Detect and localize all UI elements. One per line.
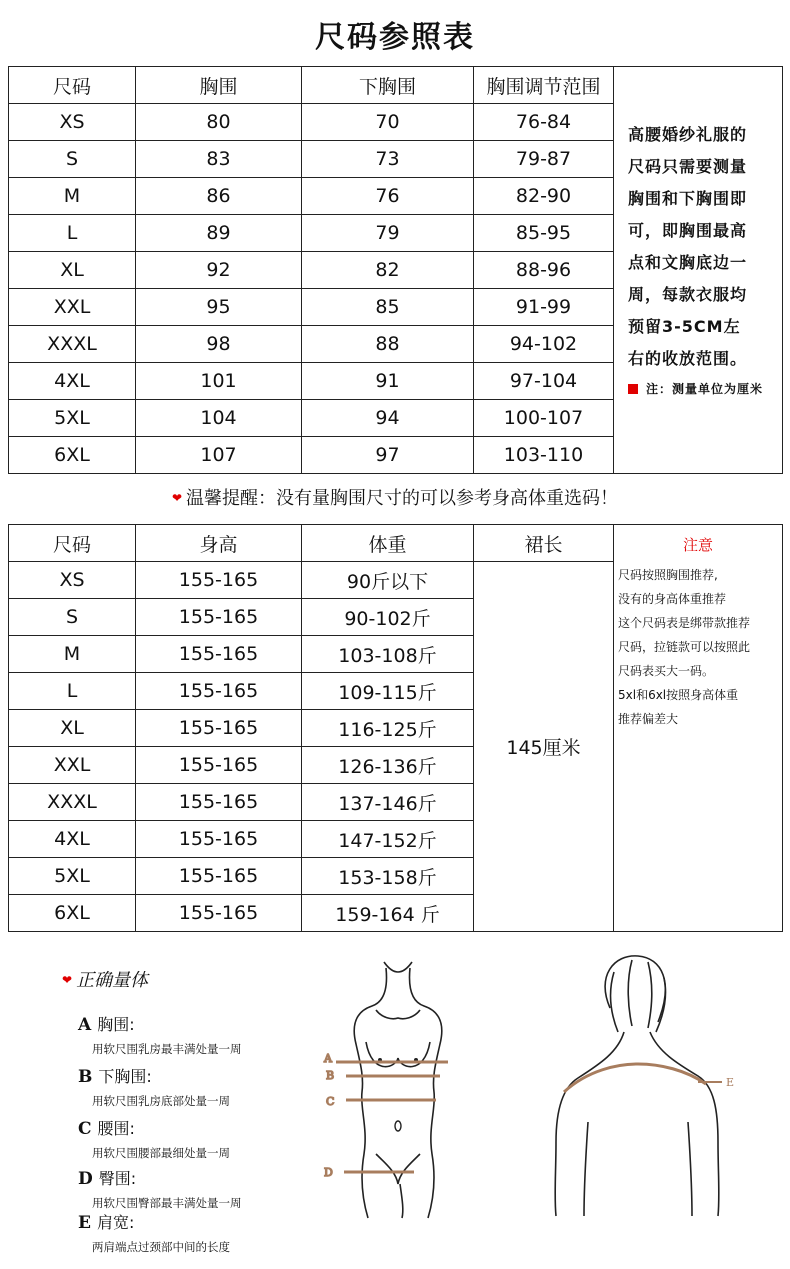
table-cell: 88-96 [474,252,614,289]
header-bust: 胸围 [136,67,302,104]
red-square-icon [628,384,638,394]
table-cell: 70 [302,104,474,141]
page-title: 尺码参照表 [315,20,475,55]
label-c: C [326,1095,335,1108]
attention-heading: 注意 [682,536,713,554]
table-cell: XXXL [9,784,136,821]
table-cell: 98 [136,326,302,363]
front-body-figure [316,958,476,1220]
measure-guide-title: ❤ 正确量体 [62,970,149,991]
table-cell: 97 [302,437,474,474]
table-cell: 5XL [9,400,136,437]
heart-icon: ❤ [62,973,73,987]
table-cell: 73 [302,141,474,178]
header-underbust: 下胸围 [302,67,474,104]
measure-item-hip: D 臀围: 用软尺围臀部最丰满处量一周 [78,1169,242,1210]
table-cell: 91-99 [474,289,614,326]
header-bust-range: 胸围调节范围 [474,67,614,104]
header-size: 尺码 [9,525,136,562]
table-cell: M [9,636,136,673]
back-body-figure [548,952,748,1218]
table-cell: 109-115斤 [302,673,474,710]
table-cell: 92 [136,252,302,289]
table-cell: XXL [9,747,136,784]
table-header-row [9,67,783,104]
measure-item-waist: C 腰围: 用软尺围腰部最细处量一周 [78,1119,230,1160]
header-height: 身高 [136,525,302,562]
table-cell: 159-164 斤 [302,895,474,932]
table-cell: 97-104 [474,363,614,400]
table-cell: 155-165 [136,673,302,710]
table-cell: 88 [302,326,474,363]
unit-note: 注：测量单位为厘米 [628,381,772,397]
table-cell: 83 [136,141,302,178]
label-b: B [326,1069,335,1082]
table-cell: 5XL [9,858,136,895]
table-cell: XXL [9,289,136,326]
reminder-tip: ❤ 温馨提醒：没有量胸围尺寸的可以参考身高体重选码！ [171,488,619,509]
table-cell: XS [9,104,136,141]
table-header-row [9,525,783,562]
table-cell: XL [9,252,136,289]
table-cell: 103-108斤 [302,636,474,673]
table-cell: XXXL [9,326,136,363]
table-cell: 155-165 [136,821,302,858]
table-cell: 82 [302,252,474,289]
measure-item-bust: A 胸围: 用软尺围乳房最丰满处量一周 [78,1015,242,1056]
table-cell: 79 [302,215,474,252]
table-cell: 95 [136,289,302,326]
navel [395,1121,401,1131]
table-cell: M [9,178,136,215]
table-cell: 155-165 [136,636,302,673]
table-cell: 79-87 [474,141,614,178]
table-cell: 155-165 [136,784,302,821]
table-cell: 147-152斤 [302,821,474,858]
table-cell: 90斤以下 [302,562,474,599]
table-cell: 85-95 [474,215,614,252]
table-cell: 137-146斤 [302,784,474,821]
table-cell: 155-165 [136,562,302,599]
table-cell: 90-102斤 [302,599,474,636]
header-weight: 体重 [302,525,474,562]
table-cell: 76-84 [474,104,614,141]
table-cell: 6XL [9,437,136,474]
table-cell: XS [9,562,136,599]
label-a: A [324,1052,332,1065]
table-cell: S [9,141,136,178]
table-cell: 155-165 [136,747,302,784]
table-cell: 104 [136,400,302,437]
table-cell: L [9,215,136,252]
table-cell: 80 [136,104,302,141]
table-cell: 103-110 [474,437,614,474]
table-cell: 94-102 [474,326,614,363]
size-chart-height-weight [8,524,783,932]
table-cell: 86 [136,178,302,215]
table-cell: 6XL [9,895,136,932]
header-skirt-length: 裙长 [474,525,614,562]
table-cell: 91 [302,363,474,400]
label-e: E [726,1076,735,1089]
sizing-notes: 高腰婚纱礼服的 尺码只需要测量 胸围和下胸围即 可，即胸围最高 点和文胸底边一 周，每款衣服均 预留3-5CM左 右的收放范围。 注：测量单位为厘米 [614,67,783,474]
table-cell: 155-165 [136,858,302,895]
measure-item-underbust: B 下胸围: 用软尺围乳房底部处量一周 [78,1067,230,1108]
table-cell: 82-90 [474,178,614,215]
table-cell: 4XL [9,363,136,400]
table-cell: 76 [302,178,474,215]
skirt-length-value: 145厘米 [474,562,614,932]
table-cell: 116-125斤 [302,710,474,747]
table-cell: 4XL [9,821,136,858]
label-d: D [324,1166,333,1179]
header-size: 尺码 [9,67,136,104]
measure-item-shoulder: E 肩宽: 两肩端点过颈部中间的长度 [78,1213,230,1254]
heart-icon: ❤ [171,491,183,505]
attention-notes: 注意 尺码按照胸围推荐, 没有的身高体重推荐 这个尺码表是绑带款推荐 尺码，拉链款可以按照此 尺码表买大一码。 5xl和6xl按照身高体重 推荐偏差大 [614,525,783,932]
table-cell: 85 [302,289,474,326]
table-cell: 155-165 [136,710,302,747]
table-cell: 101 [136,363,302,400]
table-cell: S [9,599,136,636]
table-cell: 153-158斤 [302,858,474,895]
table-cell: 155-165 [136,599,302,636]
size-chart-bust [8,66,783,474]
table-cell: 107 [136,437,302,474]
table-cell: 100-107 [474,400,614,437]
table-cell: 94 [302,400,474,437]
table-cell: L [9,673,136,710]
table-cell: 155-165 [136,895,302,932]
table-cell: 89 [136,215,302,252]
table-cell: 126-136斤 [302,747,474,784]
table-cell: XL [9,710,136,747]
